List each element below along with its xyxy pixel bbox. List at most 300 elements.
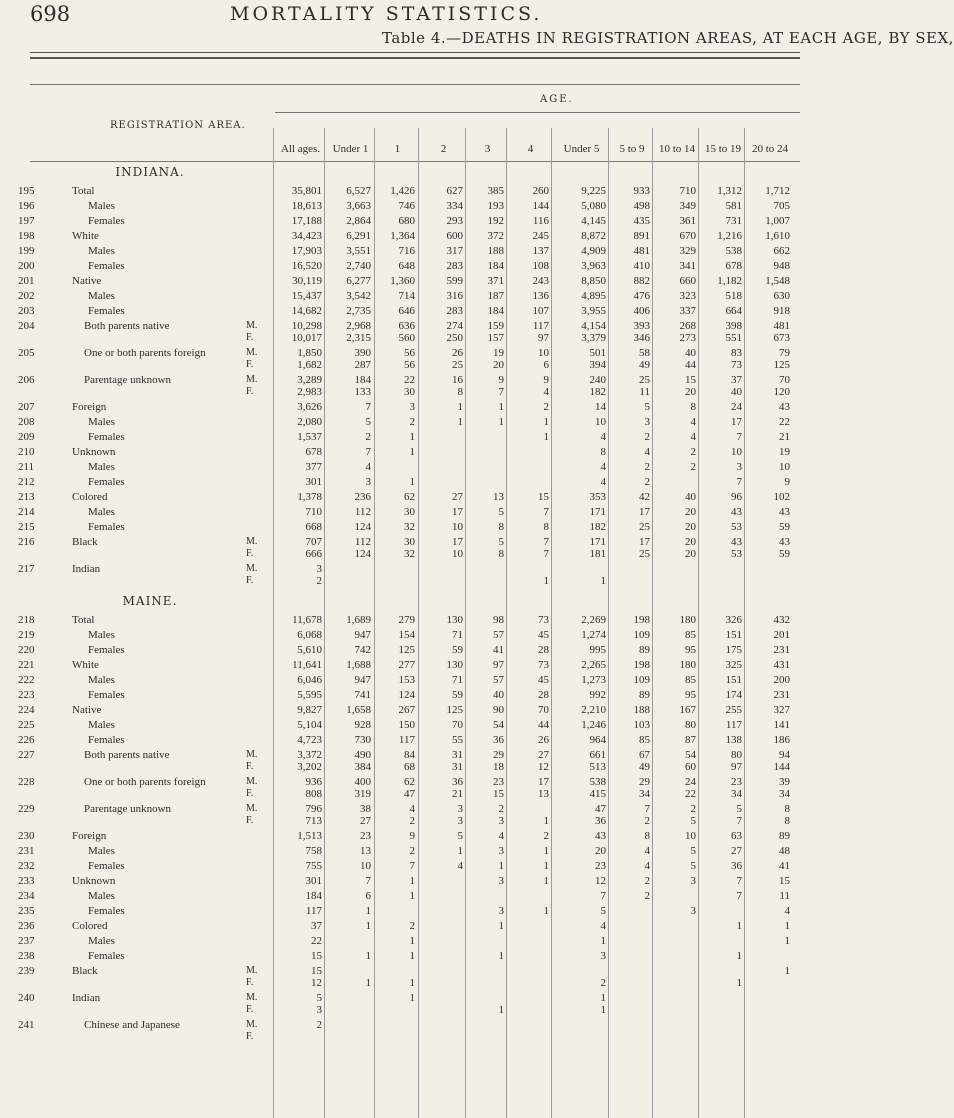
cell-value: 5 <box>736 803 742 815</box>
cell-value: 1 <box>600 1004 606 1016</box>
header-rules <box>30 52 800 59</box>
cell-value: 1 <box>409 950 415 962</box>
cell-value: 4 <box>600 461 606 473</box>
cell-value: 4 <box>644 845 650 857</box>
cell-value: 341 <box>679 260 696 272</box>
row-label: Unknown <box>72 446 116 458</box>
cell-value: 7 <box>736 875 742 887</box>
cell-value: 1,712 <box>765 185 790 197</box>
cell-value: 741 <box>354 689 371 701</box>
cell-value: 670 <box>679 230 696 242</box>
sex-code: F. <box>246 548 254 559</box>
row-number: 229 <box>18 803 35 815</box>
cell-value: 193 <box>487 200 504 212</box>
table-row <box>0 290 800 302</box>
cell-value: 668 <box>305 521 322 533</box>
cell-value: 43 <box>731 536 742 548</box>
sex-code: M. <box>246 776 258 787</box>
table-row <box>0 416 800 428</box>
cell-value: 184 <box>487 260 504 272</box>
table-row <box>0 461 800 473</box>
cell-value: 4 <box>600 476 606 488</box>
cell-value: 7 <box>409 860 415 872</box>
sex-code: M. <box>246 749 258 760</box>
row-number: 212 <box>18 476 35 488</box>
table-row <box>0 905 800 917</box>
table-row <box>0 1019 800 1031</box>
cell-value: 758 <box>305 845 322 857</box>
cell-value: 406 <box>633 305 650 317</box>
table-row <box>0 548 800 560</box>
registration-area-label: REGISTRATION AREA. <box>110 120 246 131</box>
cell-value: 59 <box>452 644 463 656</box>
cell-value: 15 <box>311 965 322 977</box>
row-number: 201 <box>18 275 35 287</box>
cell-value: 40 <box>731 386 742 398</box>
cell-value: 117 <box>725 719 742 731</box>
cell-value: 26 <box>538 734 549 746</box>
cell-value: 267 <box>398 704 415 716</box>
cell-value: 1 <box>457 845 463 857</box>
cell-value: 83 <box>731 347 742 359</box>
cell-value: 43 <box>595 830 606 842</box>
cell-value: 2,968 <box>346 320 371 332</box>
cell-value: 501 <box>589 347 606 359</box>
cell-value: 538 <box>725 245 742 257</box>
cell-value: 17,188 <box>291 215 322 227</box>
cell-value: 371 <box>487 275 504 287</box>
cell-value: 43 <box>731 506 742 518</box>
cell-value: 94 <box>779 749 790 761</box>
cell-value: 17 <box>639 536 650 548</box>
cell-value: 274 <box>446 320 463 332</box>
table-row <box>0 644 800 656</box>
cell-value: 431 <box>773 659 790 671</box>
cell-value: 13 <box>538 788 549 800</box>
cell-value: 678 <box>305 446 322 458</box>
cell-value: 153 <box>398 674 415 686</box>
row-label: Females <box>88 305 125 317</box>
cell-value: 518 <box>725 290 742 302</box>
cell-value: 8 <box>600 446 606 458</box>
cell-value: 37 <box>731 374 742 386</box>
cell-value: 85 <box>685 629 696 641</box>
cell-value: 138 <box>725 734 742 746</box>
cell-value: 68 <box>404 761 415 773</box>
cell-value: 8 <box>498 548 504 560</box>
cell-value: 182 <box>589 521 606 533</box>
cell-value: 150 <box>398 719 415 731</box>
cell-value: 31 <box>452 761 463 773</box>
row-label: Females <box>88 521 125 533</box>
cell-value: 7 <box>365 401 371 413</box>
cell-value: 54 <box>685 749 696 761</box>
page-number: 698 <box>30 2 71 26</box>
row-label: Native <box>72 704 102 716</box>
cell-value: 47 <box>404 788 415 800</box>
cell-value: 29 <box>493 749 504 761</box>
cell-value: 198 <box>633 614 650 626</box>
cell-value: 198 <box>633 659 650 671</box>
cell-value: 4 <box>600 920 606 932</box>
cell-value: 7 <box>365 446 371 458</box>
cell-value: 59 <box>452 689 463 701</box>
cell-value: 32 <box>404 548 415 560</box>
cell-value: 5 <box>690 815 696 827</box>
cell-value: 1 <box>543 875 549 887</box>
cell-value: 32 <box>404 521 415 533</box>
table-row <box>0 200 800 212</box>
row-number: 207 <box>18 401 35 413</box>
table-row <box>0 845 800 857</box>
table-row <box>0 875 800 887</box>
cell-value: 70 <box>452 719 463 731</box>
cell-value: 995 <box>589 644 606 656</box>
cell-value: 89 <box>779 830 790 842</box>
cell-value: 109 <box>633 629 650 641</box>
cell-value: 9,225 <box>581 185 606 197</box>
cell-value: 277 <box>398 659 415 671</box>
cell-value: 1 <box>736 950 742 962</box>
cell-value: 666 <box>305 548 322 560</box>
cell-value: 23 <box>493 776 504 788</box>
cell-value: 361 <box>679 215 696 227</box>
row-number: 220 <box>18 644 35 656</box>
cell-value: 2,315 <box>346 332 371 344</box>
cell-value: 28 <box>538 644 549 656</box>
cell-value: 20 <box>685 548 696 560</box>
cell-value: 20 <box>595 845 606 857</box>
cell-value: 4 <box>409 803 415 815</box>
cell-value: 2 <box>644 476 650 488</box>
row-number: 203 <box>18 305 35 317</box>
table-row <box>0 245 800 257</box>
cell-value: 3 <box>457 815 463 827</box>
cell-value: 1,548 <box>765 275 790 287</box>
cell-value: 710 <box>305 506 322 518</box>
cell-value: 6,046 <box>297 674 322 686</box>
cell-value: 186 <box>773 734 790 746</box>
cell-value: 660 <box>679 275 696 287</box>
sex-code: F. <box>246 1031 254 1042</box>
cell-value: 12 <box>311 977 322 989</box>
cell-value: 192 <box>487 215 504 227</box>
table-row <box>0 563 800 575</box>
cell-value: 538 <box>589 776 606 788</box>
cell-value: 2 <box>644 461 650 473</box>
table-row <box>0 749 800 761</box>
cell-value: 1,360 <box>390 275 415 287</box>
state-heading: INDIANA. <box>115 165 185 179</box>
cell-value: 710 <box>679 185 696 197</box>
cell-value: 54 <box>493 719 504 731</box>
cell-value: 43 <box>779 401 790 413</box>
cell-value: 5 <box>498 506 504 518</box>
cell-value: 1,426 <box>390 185 415 197</box>
cell-value: 4 <box>644 860 650 872</box>
cell-value: 3 <box>409 401 415 413</box>
sex-code: F. <box>246 575 254 586</box>
cell-value: 1 <box>600 575 606 587</box>
row-number: 204 <box>18 320 35 332</box>
cell-value: 10 <box>731 446 742 458</box>
cell-value: 53 <box>731 521 742 533</box>
cell-value: 2 <box>316 575 322 587</box>
cell-value: 79 <box>779 347 790 359</box>
cell-value: 1 <box>498 950 504 962</box>
cell-value: 7 <box>736 431 742 443</box>
cell-value: 283 <box>446 260 463 272</box>
table-row <box>0 521 800 533</box>
table-row <box>0 332 800 344</box>
cell-value: 1,688 <box>346 659 371 671</box>
cell-value: 581 <box>725 200 742 212</box>
cell-value: 5 <box>690 860 696 872</box>
cell-value: 2 <box>365 431 371 443</box>
cell-value: 918 <box>773 305 790 317</box>
cell-value: 1 <box>409 446 415 458</box>
table-row <box>0 575 800 587</box>
cell-value: 1 <box>498 860 504 872</box>
cell-value: 137 <box>532 245 549 257</box>
cell-value: 117 <box>398 734 415 746</box>
cell-value: 133 <box>354 386 371 398</box>
header-top-rule <box>30 84 800 85</box>
cell-value: 1 <box>736 977 742 989</box>
cell-value: 1 <box>543 905 549 917</box>
cell-value: 11,678 <box>292 614 322 626</box>
cell-value: 40 <box>493 689 504 701</box>
cell-value: 16,520 <box>291 260 322 272</box>
cell-value: 182 <box>589 386 606 398</box>
cell-value: 2,265 <box>581 659 606 671</box>
cell-value: 2 <box>409 920 415 932</box>
cell-value: 2 <box>409 416 415 428</box>
cell-value: 3 <box>316 563 322 575</box>
table-row <box>0 761 800 773</box>
cell-value: 73 <box>538 614 549 626</box>
sex-code: F. <box>246 761 254 772</box>
sex-code: F. <box>246 788 254 799</box>
cell-value: 120 <box>773 386 790 398</box>
table-row <box>0 629 800 641</box>
cell-value: 103 <box>633 719 650 731</box>
cell-value: 15,437 <box>291 290 322 302</box>
column-header: Under 5 <box>563 143 600 155</box>
cell-value: 20 <box>685 536 696 548</box>
table-row <box>0 386 800 398</box>
cell-value: 236 <box>354 491 371 503</box>
row-label: Black <box>72 965 98 977</box>
cell-value: 377 <box>305 461 322 473</box>
cell-value: 1,216 <box>717 230 742 242</box>
cell-value: 796 <box>305 803 322 815</box>
table-row <box>0 935 800 947</box>
cell-value: 678 <box>725 260 742 272</box>
row-number: 241 <box>18 1019 35 1031</box>
cell-value: 57 <box>493 629 504 641</box>
row-number: 211 <box>18 461 35 473</box>
cell-value: 53 <box>731 548 742 560</box>
cell-value: 1 <box>543 860 549 872</box>
column-header: 3 <box>484 143 491 155</box>
table-row <box>0 260 800 272</box>
cell-value: 10 <box>538 347 549 359</box>
column-header: 15 to 19 <box>704 143 742 155</box>
cell-value: 37 <box>311 920 322 932</box>
cell-value: 5,080 <box>581 200 606 212</box>
cell-value: 175 <box>725 644 742 656</box>
cell-value: 18,613 <box>291 200 322 212</box>
cell-value: 9 <box>498 374 504 386</box>
cell-value: 4,154 <box>581 320 606 332</box>
cell-value: 730 <box>354 734 371 746</box>
cell-value: 80 <box>731 749 742 761</box>
cell-value: 62 <box>404 776 415 788</box>
cell-value: 124 <box>398 689 415 701</box>
cell-value: 891 <box>633 230 650 242</box>
cell-value: 6,291 <box>346 230 371 242</box>
cell-value: 35,801 <box>291 185 322 197</box>
cell-value: 1,689 <box>346 614 371 626</box>
table-row <box>0 776 800 788</box>
row-number: 227 <box>18 749 35 761</box>
cell-value: 36 <box>595 815 606 827</box>
cell-value: 9,827 <box>297 704 322 716</box>
cell-value: 67 <box>639 749 650 761</box>
cell-value: 1 <box>736 920 742 932</box>
cell-value: 40 <box>685 347 696 359</box>
cell-value: 680 <box>398 215 415 227</box>
cell-value: 29 <box>639 776 650 788</box>
table-row <box>0 815 800 827</box>
table-row <box>0 305 800 317</box>
cell-value: 11 <box>639 386 650 398</box>
cell-value: 301 <box>305 476 322 488</box>
cell-value: 5 <box>644 401 650 413</box>
cell-value: 112 <box>354 506 371 518</box>
cell-value: 1,182 <box>717 275 742 287</box>
cell-value: 600 <box>446 230 463 242</box>
cell-value: 346 <box>633 332 650 344</box>
row-label: Females <box>88 476 125 488</box>
cell-value: 1,007 <box>765 215 790 227</box>
cell-value: 337 <box>679 305 696 317</box>
row-label: Black <box>72 536 98 548</box>
cell-value: 16 <box>452 374 463 386</box>
cell-value: 716 <box>398 245 415 257</box>
cell-value: 20 <box>685 506 696 518</box>
cell-value: 2 <box>543 830 549 842</box>
cell-value: 15 <box>538 491 549 503</box>
cell-value: 4 <box>365 461 371 473</box>
row-label: Females <box>88 689 125 701</box>
cell-value: 9 <box>409 830 415 842</box>
cell-value: 481 <box>633 245 650 257</box>
cell-value: 714 <box>398 290 415 302</box>
cell-value: 95 <box>685 689 696 701</box>
table-row <box>0 446 800 458</box>
cell-value: 7 <box>543 536 549 548</box>
table-row <box>0 374 800 386</box>
cell-value: 9 <box>784 476 790 488</box>
cell-value: 6 <box>543 359 549 371</box>
cell-value: 181 <box>589 548 606 560</box>
cell-value: 1 <box>498 920 504 932</box>
sex-code: F. <box>246 1004 254 1015</box>
cell-value: 6,277 <box>346 275 371 287</box>
cell-value: 481 <box>773 320 790 332</box>
cell-value: 47 <box>595 803 606 815</box>
cell-value: 20 <box>685 521 696 533</box>
cell-value: 948 <box>773 260 790 272</box>
cell-value: 279 <box>398 614 415 626</box>
cell-value: 260 <box>532 185 549 197</box>
cell-value: 1 <box>409 431 415 443</box>
row-label: Males <box>88 935 115 947</box>
cell-value: 3,372 <box>297 749 322 761</box>
column-header: 4 <box>527 143 534 155</box>
cell-value: 130 <box>446 659 463 671</box>
cell-value: 15 <box>779 875 790 887</box>
cell-value: 268 <box>679 320 696 332</box>
cell-value: 8,850 <box>581 275 606 287</box>
cell-value: 7 <box>498 386 504 398</box>
cell-value: 713 <box>305 815 322 827</box>
cell-value: 109 <box>633 674 650 686</box>
cell-value: 73 <box>538 659 549 671</box>
row-number: 217 <box>18 563 35 575</box>
cell-value: 8 <box>784 815 790 827</box>
cell-value: 6,068 <box>297 629 322 641</box>
cell-value: 80 <box>685 719 696 731</box>
cell-value: 243 <box>532 275 549 287</box>
table-row <box>0 830 800 842</box>
cell-value: 73 <box>731 359 742 371</box>
cell-value: 125 <box>446 704 463 716</box>
cell-value: 36 <box>493 734 504 746</box>
cell-value: 180 <box>679 614 696 626</box>
running-title: MORTALITY STATISTICS. <box>230 3 543 25</box>
cell-value: 2,080 <box>297 416 322 428</box>
cell-value: 1 <box>365 920 371 932</box>
cell-value: 3 <box>690 875 696 887</box>
cell-value: 317 <box>446 245 463 257</box>
row-number: 235 <box>18 905 35 917</box>
cell-value: 17 <box>452 506 463 518</box>
cell-value: 498 <box>633 200 650 212</box>
cell-value: 1 <box>409 992 415 1004</box>
cell-value: 1 <box>543 845 549 857</box>
table-row <box>0 689 800 701</box>
cell-value: 3,542 <box>346 290 371 302</box>
table-row <box>0 614 800 626</box>
cell-value: 5 <box>498 536 504 548</box>
table-row <box>0 788 800 800</box>
cell-value: 10,298 <box>291 320 322 332</box>
row-label: Unknown <box>72 875 116 887</box>
cell-value: 2,864 <box>346 215 371 227</box>
table-row <box>0 890 800 902</box>
row-label: Parentage unknown <box>84 803 172 815</box>
cell-value: 49 <box>639 761 650 773</box>
cell-value: 117 <box>532 320 549 332</box>
cell-value: 84 <box>404 749 415 761</box>
age-group-label: AGE. <box>540 94 574 105</box>
cell-value: 97 <box>538 332 549 344</box>
row-number: 199 <box>18 245 35 257</box>
sex-code: M. <box>246 536 258 547</box>
